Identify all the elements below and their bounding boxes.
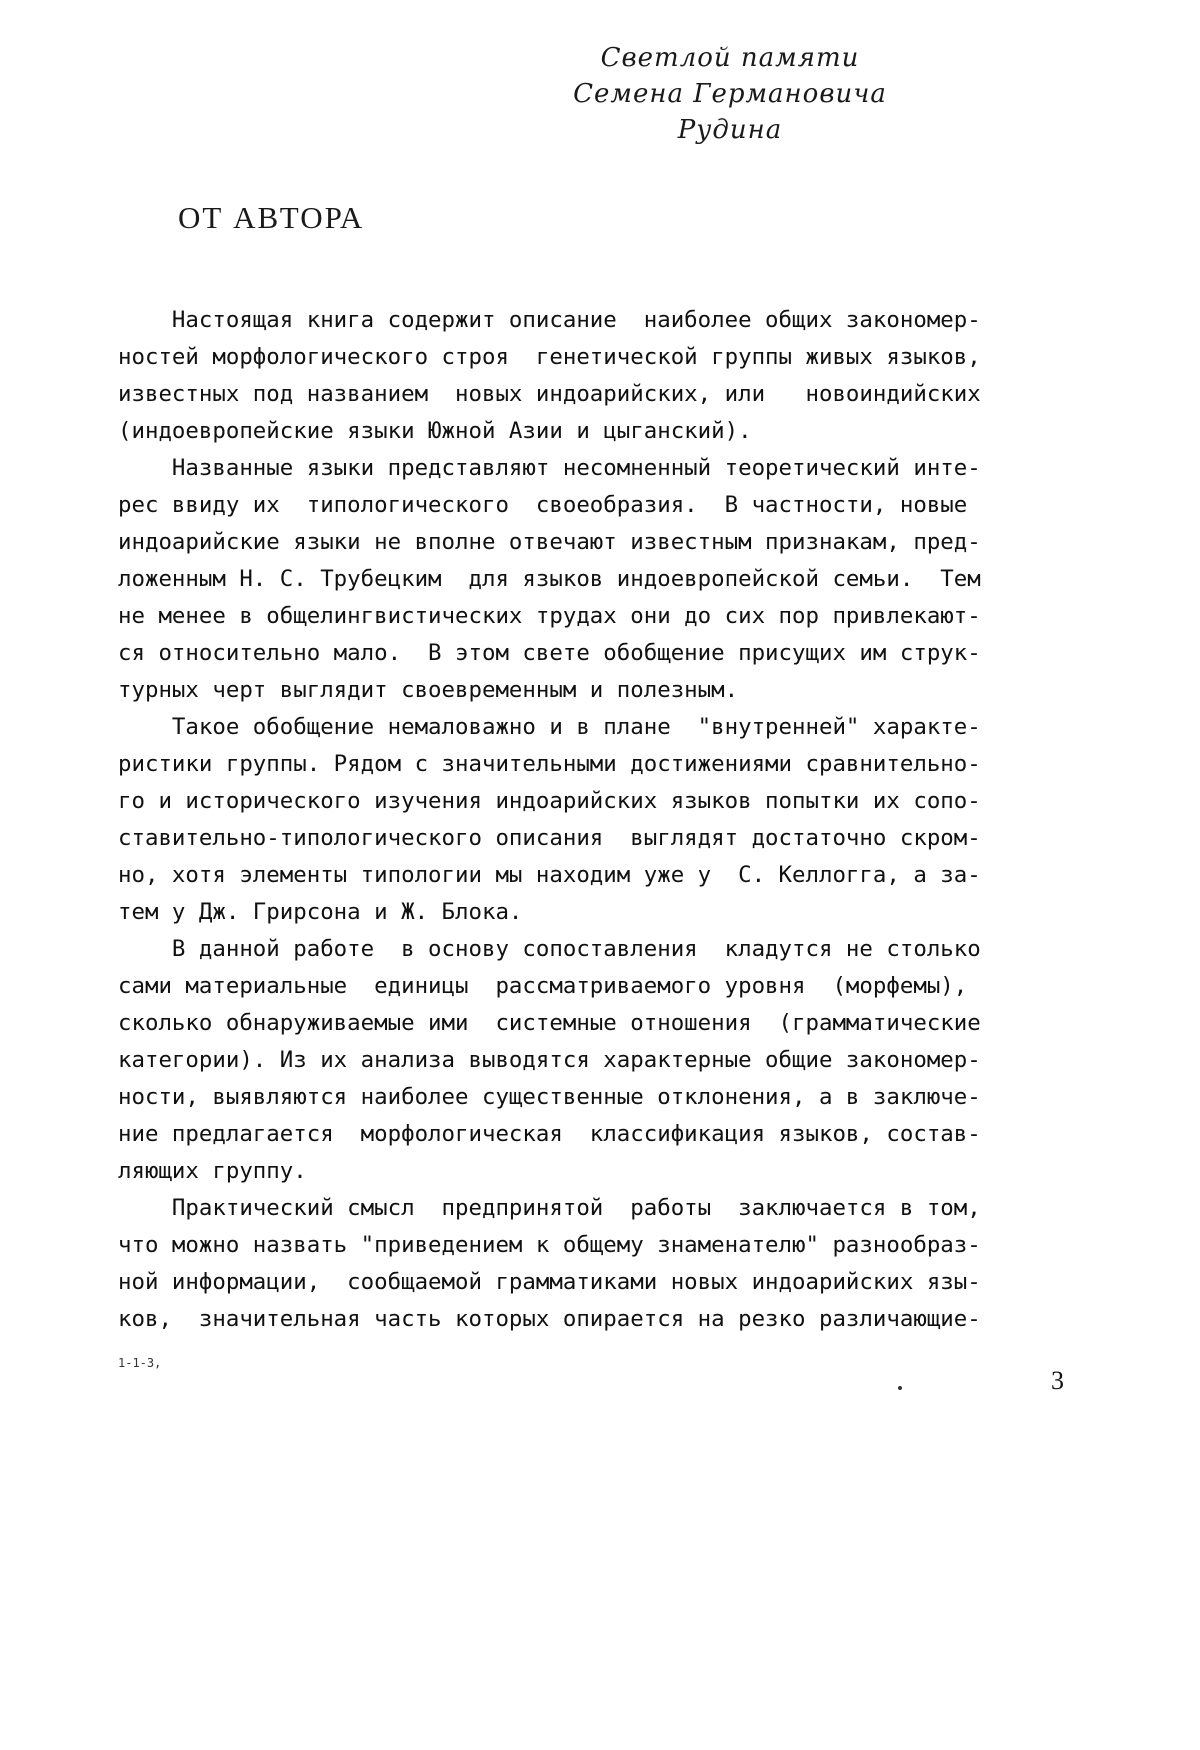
text-line: сами материальные единицы рассматриваемого уровня (морфемы), — [118, 973, 968, 999]
body-text — [118, 302, 1083, 1338]
text-line: ся относительно мало. В этом свете обобщение присущих им струк- — [118, 640, 981, 666]
page-number: 3 — [1051, 1366, 1064, 1395]
text-line: (индоевропейские языки Южной Азии и цыганский). — [118, 418, 752, 444]
text-line: сколько обнаруживаемые ими системные отношения (грамматические — [118, 1010, 981, 1036]
text-line: ности, выявляются наиболее существенные отклонения, а в заключе- — [118, 1084, 981, 1110]
text-line: ложенным Н. С. Трубецким для языков индоевропейской семьи. Тем — [118, 566, 981, 592]
text-line: В данной работе в основу сопоставления кладутся не столько — [118, 936, 981, 962]
text-line: но, хотя элементы типологии мы находим уже у С. Келлогга, а за- — [118, 862, 981, 888]
stray-dot — [898, 1386, 902, 1390]
paragraph-3 — [118, 709, 1083, 931]
dedication-line: Семена Германовича — [573, 79, 887, 109]
text-line: ристики группы. Рядом с значительными достижениями сравнительно- — [118, 751, 981, 777]
text-line: не менее в общелингвистических трудах они до сих пор привлекают- — [118, 603, 981, 629]
paragraph-2 — [118, 450, 1083, 709]
text-line: известных под названием новых индоарийских, или новоиндийских — [118, 381, 981, 407]
section-heading: ОТ АВТОРА — [178, 200, 365, 235]
text-line: Названные языки представляют несомненный теоретический инте- — [118, 455, 981, 481]
text-line: ков, значительная часть которых опирается на резко различающие- — [118, 1306, 981, 1332]
paragraph-5 — [118, 1190, 1083, 1338]
dedication-line: Рудина — [677, 115, 783, 145]
text-line: рес ввиду их типологического своеобразия. В частности, новые — [118, 492, 968, 518]
text-line: тем у Дж. Грирсона и Ж. Блока. — [118, 899, 523, 925]
text-line: Практический смысл предпринятой работы заключается в том, — [118, 1195, 981, 1221]
text-line: ной информации, сообщаемой грамматиками новых индоарийских язы- — [118, 1269, 981, 1295]
text-line: ставительно-типологического описания выглядят достаточно скром- — [118, 825, 981, 851]
text-line: Настоящая книга содержит описание наиболее общих закономер- — [118, 307, 981, 333]
footer-code: 1-1-3, — [118, 1356, 162, 1370]
paragraph-1 — [118, 302, 1083, 450]
text-line: что можно назвать "приведением к общему знаменателю" разнообраз- — [118, 1232, 981, 1258]
dedication-line: Светлой памяти — [600, 43, 860, 73]
paragraph-4 — [118, 931, 1083, 1190]
text-line: Такое обобщение немаловажно и в плане "внутренней" характе- — [118, 714, 981, 740]
text-line: ляющих группу. — [118, 1158, 307, 1184]
text-line: го и исторического изучения индоарийских языков попытки их сопо- — [118, 788, 981, 814]
dedication — [560, 40, 900, 148]
text-line: турных черт выглядит своевременным и полезным. — [118, 677, 739, 703]
text-line: категории). Из их анализа выводятся характерные общие закономер- — [118, 1047, 981, 1073]
text-line: ние предлагается морфологическая классификация языков, состав- — [118, 1121, 981, 1147]
text-line: индоарийские языки не вполне отвечают известным признакам, пред- — [118, 529, 981, 555]
text-line: ностей морфологического строя генетической группы живых языков, — [118, 344, 981, 370]
